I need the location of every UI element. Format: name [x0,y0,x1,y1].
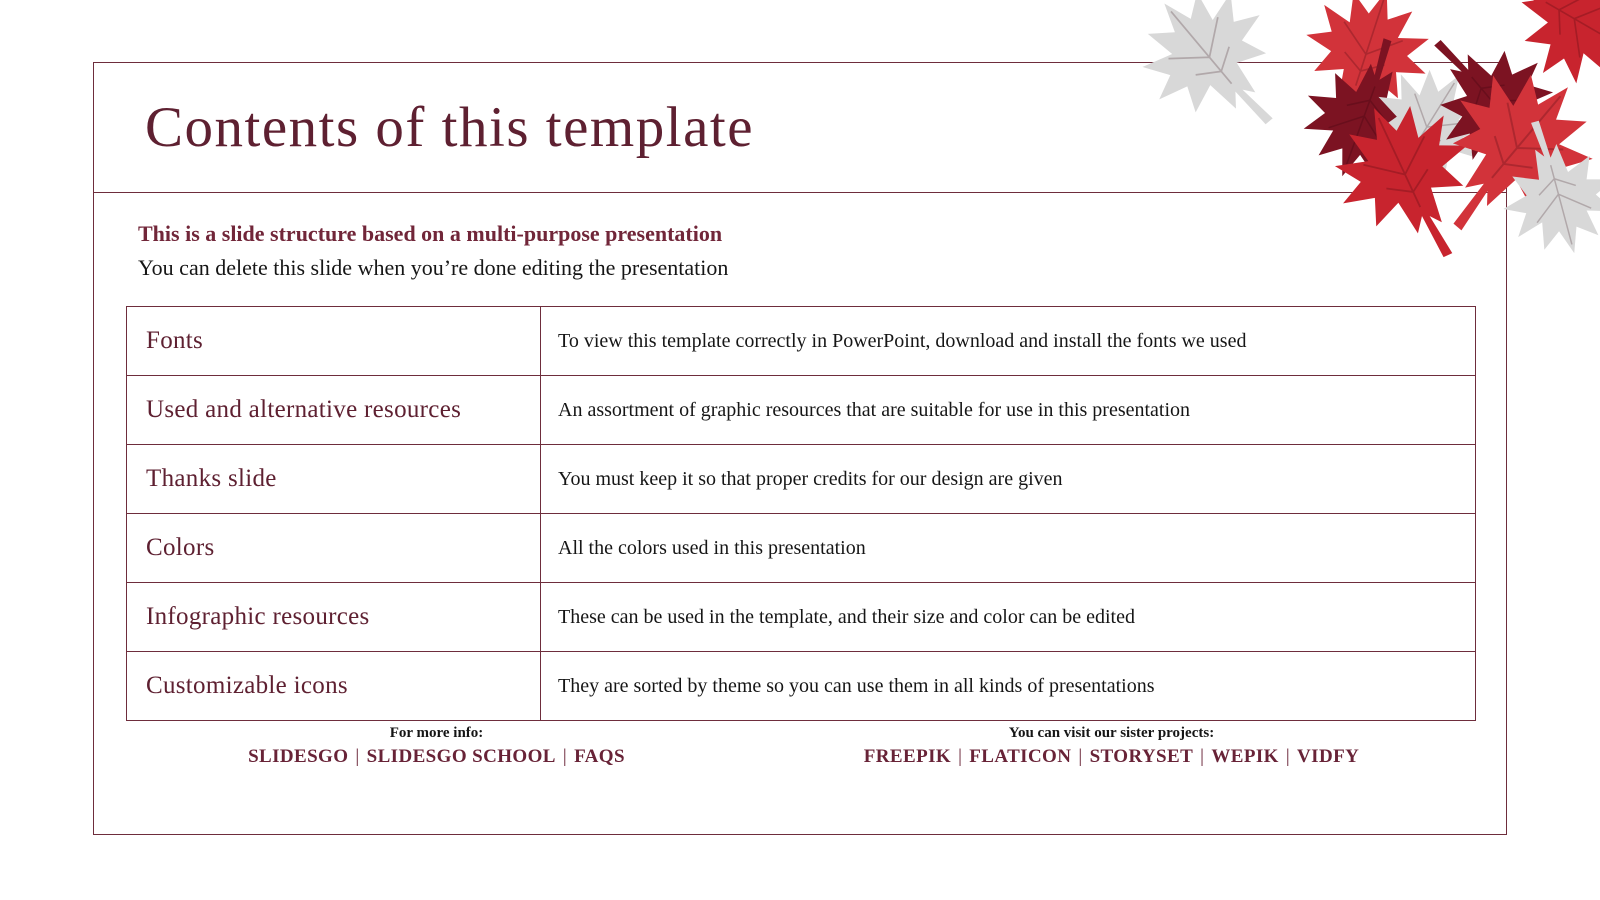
row-description: To view this template correctly in PowerPoint, download and install the fonts we used [558,329,1247,352]
intro-subtext: You can delete this slide when you’re done editing the presentation [138,255,729,280]
separator: | [562,746,568,767]
row-label: Fonts [127,307,541,375]
table-row [127,307,1475,376]
page-title: Contents of this template [145,96,755,159]
row-label: Colors [127,514,541,582]
row-description: All the colors used in this presentation [558,536,866,559]
table-row [127,376,1475,445]
row-description: You must keep it so that proper credits for our design are given [558,467,1063,490]
row-description: They are sorted by theme so you can use them in all kinds of presentations [558,674,1155,697]
title-band [94,63,1506,193]
link-vidfy[interactable]: VIDFY [1297,746,1360,767]
more-info-heading: For more info: [389,725,484,741]
row-label: Thanks slide [127,445,541,513]
contents-table [126,306,1476,721]
footer-more-info [126,725,747,768]
table-row [127,514,1475,583]
separator: | [1078,746,1083,767]
link-freepik[interactable]: FREEPIK [863,746,952,767]
row-description: An assortment of graphic resources that are suitable for use in this presentation [558,398,1191,421]
table-row [127,445,1475,514]
table-row [127,652,1475,720]
footer-sister-projects [747,725,1476,768]
link-flaticon[interactable]: FLATICON [969,746,1072,767]
sister-projects-heading: You can visit our sister projects: [1008,725,1215,741]
row-label: Used and alternative resources [127,376,541,444]
link-slidesgo-school[interactable]: SLIDESGO SCHOOL [366,746,556,767]
row-label: Customizable icons [127,652,541,720]
separator: | [958,746,963,767]
link-wepik[interactable]: WEPIK [1211,746,1279,767]
separator: | [1285,746,1291,767]
table-row [127,583,1475,652]
row-description: These can be used in the template, and their size and color can be edited [558,605,1135,628]
row-label: Infographic resources [127,583,541,651]
more-info-links [126,746,747,768]
sister-projects-links [747,746,1476,768]
slide-frame [93,62,1507,835]
link-slidesgo[interactable]: SLIDESGO [248,746,349,767]
separator: | [1200,746,1205,767]
intro-heading: This is a slide structure based on a multi-purpose presentation [138,221,723,246]
footer [126,725,1476,768]
link-faqs[interactable]: FAQS [574,746,625,767]
separator: | [355,746,360,767]
link-storyset[interactable]: STORYSET [1089,746,1194,767]
